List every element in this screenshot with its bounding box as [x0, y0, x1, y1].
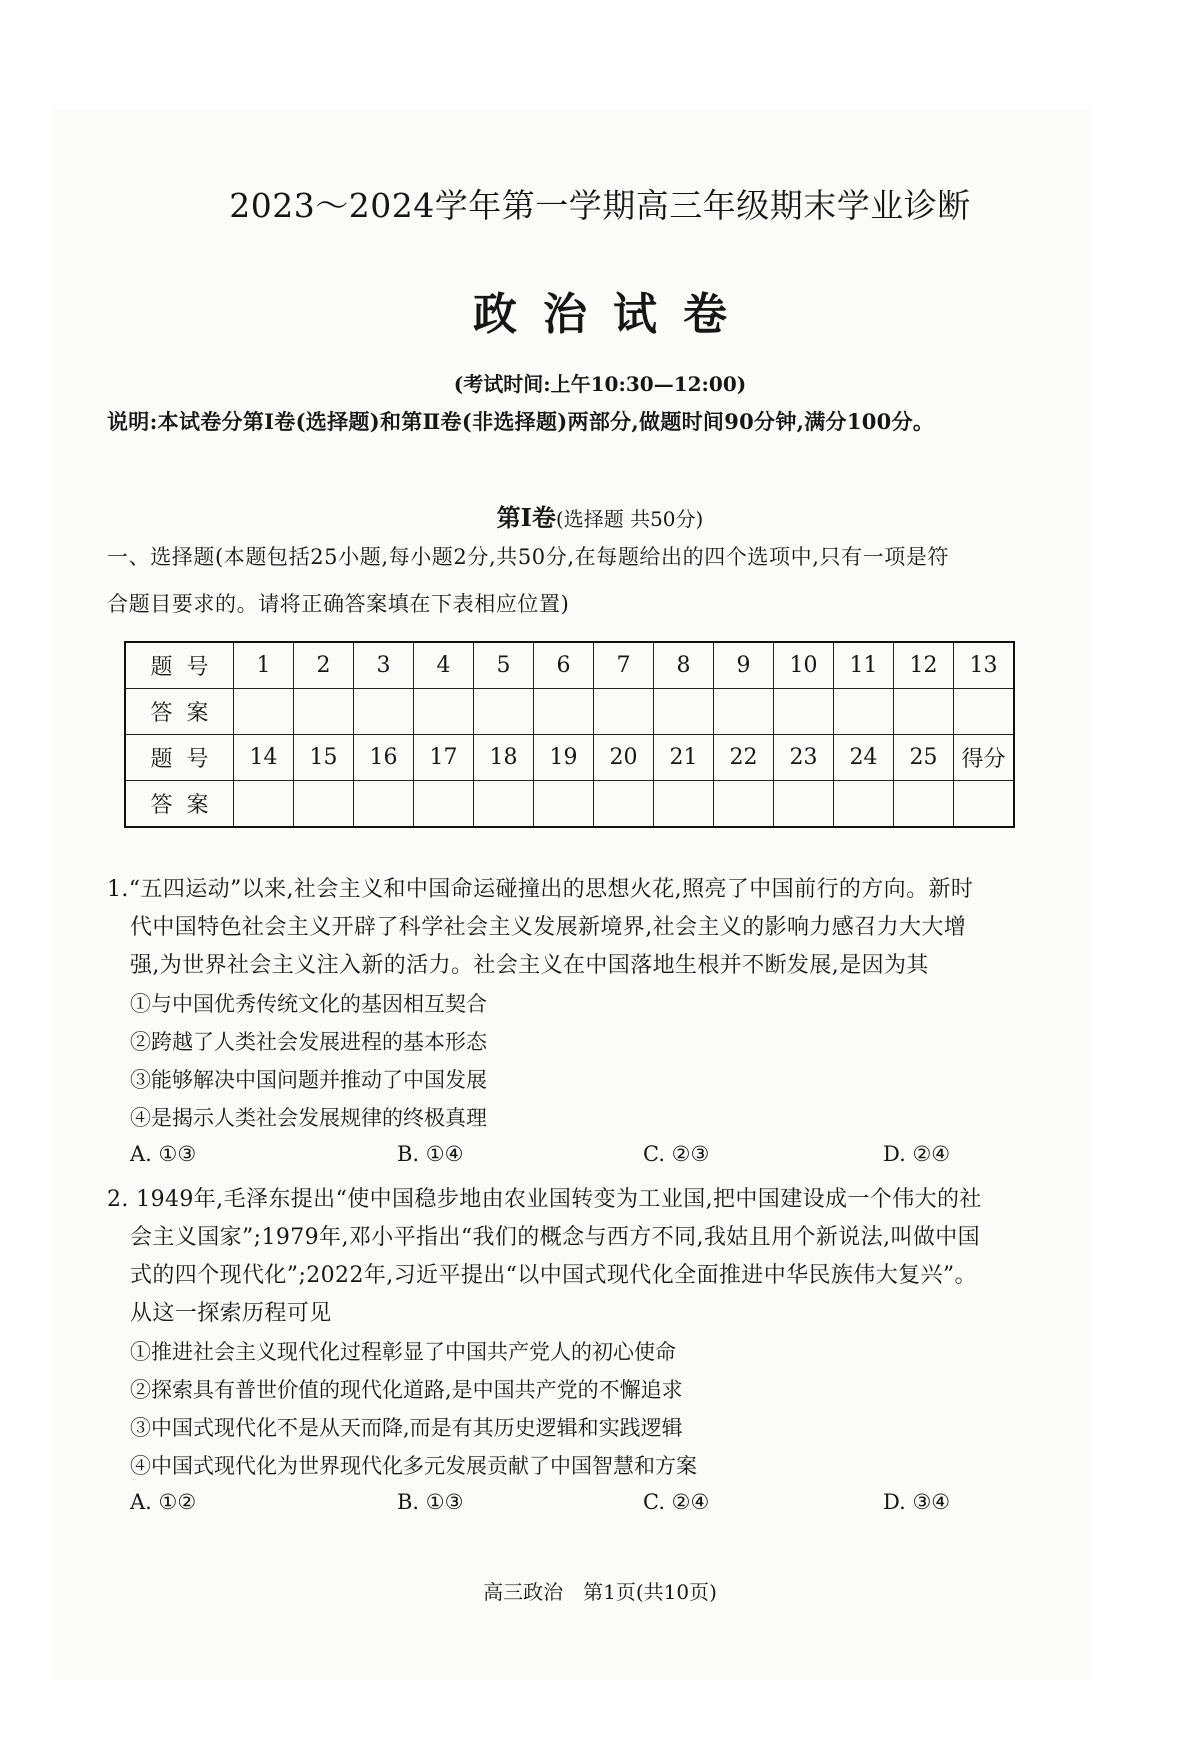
answer-row-1 — [125, 689, 1014, 735]
answer-cell[interactable] — [534, 781, 594, 828]
question-number: 2 — [294, 642, 354, 689]
question-number: 17 — [414, 735, 474, 781]
answer-cell[interactable] — [594, 689, 654, 735]
answer-cell[interactable] — [894, 689, 954, 735]
answer-cell[interactable] — [654, 689, 714, 735]
number-row-1 — [125, 642, 1014, 689]
question-number: 12 — [894, 642, 954, 689]
question-number: 6 — [534, 642, 594, 689]
answer-cell[interactable] — [474, 781, 534, 828]
paper-title: 政治试卷 — [473, 289, 753, 340]
question-1-choice-c[interactable]: C. ②③ — [643, 1142, 710, 1166]
question-number: 14 — [234, 735, 294, 781]
answer-cell[interactable] — [594, 781, 654, 828]
question-2-line-3: 式的四个现代化”;2022年,习近平提出“以中国式现代化全面推进中华民族伟大复兴”。 — [130, 1263, 977, 1288]
question-number: 24 — [834, 735, 894, 781]
answer-cell[interactable] — [954, 689, 1015, 735]
question-2-line-4: 从这一探索历程可见 — [130, 1301, 332, 1326]
answer-label: 答案 — [125, 781, 234, 828]
score-label: 得分 — [954, 735, 1015, 781]
question-2-option-4: ④中国式现代化为世界现代化多元发展贡献了中国智慧和方案 — [130, 1454, 697, 1478]
question-number: 20 — [594, 735, 654, 781]
question-number: 9 — [714, 642, 774, 689]
question-1-choice-b[interactable]: B. ①④ — [397, 1142, 464, 1166]
answer-cell[interactable] — [894, 781, 954, 828]
instructions: 说明:本试卷分第Ⅰ卷(选择题)和第Ⅱ卷(非选择题)两部分,做题时间90分钟,满分100分。 — [107, 409, 935, 434]
question-number: 4 — [414, 642, 474, 689]
section-intro-line-2: 合题目要求的。请将正确答案填在下表相应位置) — [107, 592, 570, 616]
question-1-line-1: 1.“五四运动”以来,社会主义和中国命运碰撞出的思想火花,照亮了中国前行的方向。新时 — [107, 877, 974, 902]
question-number: 15 — [294, 735, 354, 781]
question-1-line-3: 强,为世界社会主义注入新的活力。社会主义在中国落地生根并不断发展,是因为其 — [130, 953, 929, 978]
exam-time: (考试时间:上午10:30—12:00) — [453, 372, 747, 396]
question-2-option-2: ②探索具有普世价值的现代化道路,是中国共产党的不懈追求 — [130, 1378, 683, 1402]
answer-cell[interactable] — [534, 689, 594, 735]
header-title: 2023～2024学年第一学期高三年级期末学业诊断 — [229, 186, 971, 225]
question-1-option-2: ②跨越了人类社会发展进程的基本形态 — [130, 1030, 487, 1054]
number-row-2 — [125, 735, 1014, 781]
question-2-option-3: ③中国式现代化不是从天而降,而是有其历史逻辑和实践逻辑 — [130, 1416, 683, 1440]
answer-cell[interactable] — [414, 781, 474, 828]
question-number: 25 — [894, 735, 954, 781]
question-number: 19 — [534, 735, 594, 781]
question-number: 7 — [594, 642, 654, 689]
question-2-option-1: ①推进社会主义现代化过程彰显了中国共产党人的初心使命 — [130, 1340, 676, 1364]
answer-row-2 — [125, 781, 1014, 828]
question-2-line-1: 2. 1949年,毛泽东提出“使中国稳步地由农业国转变为工业国,把中国建设成一个伟大的社 — [107, 1187, 982, 1212]
answer-cell[interactable] — [354, 781, 414, 828]
answer-cell[interactable] — [474, 689, 534, 735]
answer-label: 答案 — [125, 689, 234, 735]
question-1-choice-d[interactable]: D. ②④ — [883, 1142, 951, 1166]
answer-cell[interactable] — [654, 781, 714, 828]
question-number: 5 — [474, 642, 534, 689]
question-1-line-2: 代中国特色社会主义开辟了科学社会主义发展新境界,社会主义的影响力感召力大大增 — [130, 915, 967, 940]
question-number: 11 — [834, 642, 894, 689]
number-label: 题号 — [125, 642, 234, 689]
score-cell[interactable] — [954, 781, 1015, 828]
answer-cell[interactable] — [234, 689, 294, 735]
question-number: 8 — [654, 642, 714, 689]
question-1-option-4: ④是揭示人类社会发展规律的终极真理 — [130, 1106, 487, 1130]
answer-cell[interactable] — [774, 781, 834, 828]
answer-cell[interactable] — [234, 781, 294, 828]
question-number: 21 — [654, 735, 714, 781]
question-number: 23 — [774, 735, 834, 781]
number-label: 题号 — [125, 735, 234, 781]
volume-note: (选择题 共50分) — [555, 507, 704, 531]
answer-cell[interactable] — [294, 689, 354, 735]
answer-cell[interactable] — [294, 781, 354, 828]
question-number: 3 — [354, 642, 414, 689]
volume-heading — [0, 498, 1200, 533]
answer-cell[interactable] — [774, 689, 834, 735]
question-2-choice-b[interactable]: B. ①③ — [397, 1490, 464, 1514]
answer-cell[interactable] — [354, 689, 414, 735]
question-number: 13 — [954, 642, 1015, 689]
answer-cell[interactable] — [414, 689, 474, 735]
section-intro-line-1: 一、选择题(本题包括25小题,每小题2分,共50分,在每题给出的四个选项中,只有一项是符 — [107, 545, 950, 569]
question-1-option-1: ①与中国优秀传统文化的基因相互契合 — [130, 992, 487, 1016]
volume-title: 第Ⅰ卷 — [496, 503, 556, 532]
answer-cell[interactable] — [714, 781, 774, 828]
question-2-choice-a[interactable]: A. ①② — [130, 1490, 197, 1514]
answer-cell[interactable] — [834, 781, 894, 828]
question-2-choice-d[interactable]: D. ③④ — [883, 1490, 951, 1514]
question-number: 16 — [354, 735, 414, 781]
question-1-choice-a[interactable]: A. ①③ — [130, 1142, 197, 1166]
answer-cell[interactable] — [834, 689, 894, 735]
page-footer: 高三政治 第1页(共10页) — [483, 1580, 717, 1604]
question-number: 10 — [774, 642, 834, 689]
question-number: 18 — [474, 735, 534, 781]
question-1-option-3: ③能够解决中国问题并推动了中国发展 — [130, 1068, 487, 1092]
question-2-line-2: 会主义国家”;1979年,邓小平指出“我们的概念与西方不同,我姑且用个新说法,叫做中国 — [130, 1225, 981, 1250]
answer-cell[interactable] — [714, 689, 774, 735]
question-number: 1 — [234, 642, 294, 689]
question-number: 22 — [714, 735, 774, 781]
question-2-choice-c[interactable]: C. ②④ — [643, 1490, 710, 1514]
answer-table — [124, 641, 1015, 828]
